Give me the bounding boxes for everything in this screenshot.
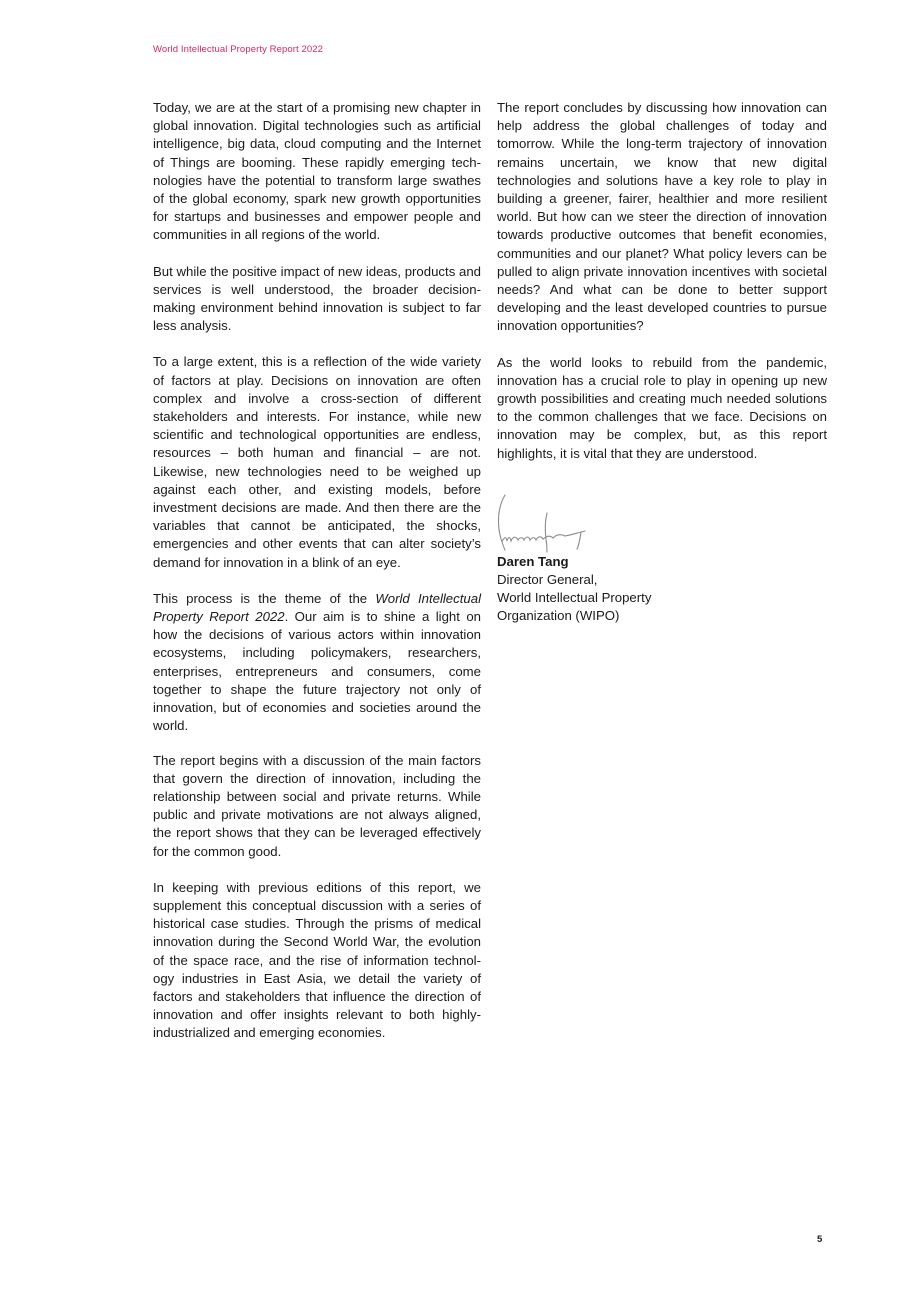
right-text-column [497, 99, 827, 626]
report-title-italic: World Intellectual Property Report 2022 [153, 590, 481, 625]
body-paragraph: In keeping with previous editions of this report, we supplement this conceptual discussion with a series of historical case studies. Through the prisms of medical innovation during the Second World War, the evolution of the space race, and the rise of information technology industries in East Asia, we detail the variety of factors and stakeholders that influence the direction of innovation and offer insights relevant to both highly-industrialized and emerging economies. [153, 879, 481, 1041]
body-paragraph: As the world looks to rebuild from the pandemic, innovation has a crucial role to play in opening up new growth possibilities and creating much needed solutions to the common challenges that we face. Decisions on innovation may be complex, but, as this report highlights, it is vital that they are understood. [497, 354, 827, 461]
body-paragraph: The report concludes by discussing how innovation can help address the global challenges of today and tomorrow. While the long-term trajectory of innovation remains uncertain, we know that new digital technologies and solutions have a key role to play in building a greener, fairer, healthier and more resilient world. But how can we steer the direction of innovation towards productive outcomes that benefit economies, communities and our planet? What policy levers can be pulled to align private innovation incentives with societal needs? And what can be done to better support developing and the least developed countries to pursue innovation opportunities? [497, 100, 827, 334]
left-text-column [153, 99, 481, 1061]
signature-block [497, 553, 827, 626]
body-paragraph: But while the positive impact of new ideas, products and services is well understood, the broader decision-making environment behind innovation is subject to far less analysis. [153, 263, 481, 334]
body-paragraph: Today, we are at the start of a promising new chapter in global innovation. Digital technologies such as artificial intelligence, big data, cloud computing and the Internet of Things are booming. These rapidly emerging technologies have the potential to transform large swathes of the global economy, spark new growth opportunities for startups and businesses and empower people and communities in all regions of the world. [153, 100, 481, 243]
signatory-organization-abbrev: Organization (WIPO) [497, 608, 620, 624]
signatory-organization: World Intellectual Property [497, 590, 652, 606]
body-paragraph [153, 590, 481, 736]
report-running-header: World Intellectual Property Report 2022 [153, 44, 324, 55]
page-number: 5 [817, 1234, 823, 1245]
body-paragraph: The report begins with a discussion of the main factors that govern the direction of innovation, including the relationship between social and private returns. While public and private motivations are not always aligned, the report shows that they can be leveraged effectively for the common good. [153, 752, 481, 859]
signatory-name: Daren Tang [497, 553, 569, 569]
body-paragraph: To a large extent, this is a reflection of the wide variety of factors at play. Decisions on innovation are often complex and involve a cross-section of different stakeholders and interests. For instance, while new scientific and technological opportunities are endless, resources – both human and financial – are not. Likewise, new technologies need to be weighed up against each other, and existing models, before investment decisions are made. And then there are the variables that cannot be anticipated, the shocks, emergencies and other events that can alter society’s demand for innovation in a blink of an eye. [153, 354, 481, 570]
handwritten-signature [495, 491, 595, 553]
paragraph-text: This process is the theme of the [153, 590, 376, 606]
signatory-title: Director General, [497, 572, 598, 588]
paragraph-text: . Our aim is to shine a light on how the decisions of various actors within innovation ecosystems, including policymakers, researchers, enterprises, entrepreneurs and consumers, come together to shape the future trajectory not only of innovation, but of economies and societies around the world. [153, 609, 481, 734]
